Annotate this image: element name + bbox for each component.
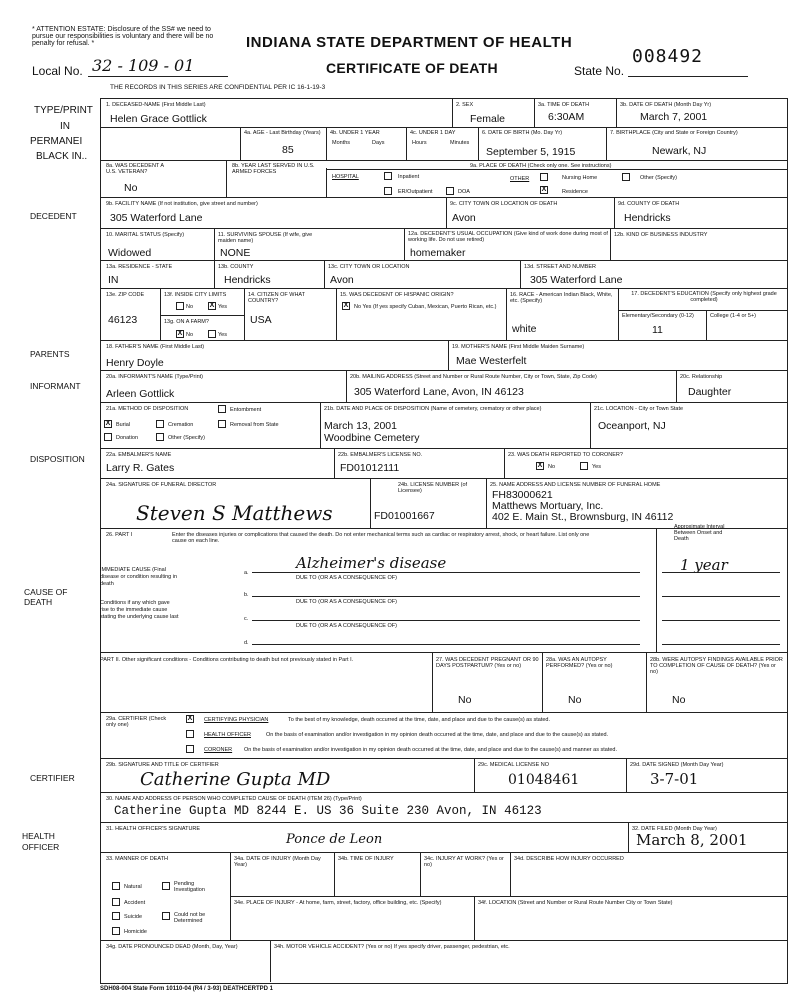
label-relationship: 20c. Relationship <box>680 374 723 380</box>
label-date-of-injury: 34a. DATE OF INJURY (Month Day Year) <box>234 856 321 868</box>
label-coroner-yes: Yes <box>592 464 601 470</box>
date-filed: March 8, 2001 <box>636 831 748 849</box>
label-coroner-no: No <box>548 464 556 470</box>
side-certifier: CERTIFIER <box>30 773 75 783</box>
interval-a: 1 year <box>680 556 728 574</box>
city-of-death: Avon <box>452 212 476 224</box>
confidential-note: THE RECORDS IN THIS SERIES ARE CONFIDENTIAL PER IC 16-1-19-3 <box>110 84 326 91</box>
label-residence-city: 13c. CITY TOWN OR LOCATION <box>328 264 410 270</box>
label-part-1-instructions: Enter the diseases injuries or complications that caused the death. Do not enter mechanical terms such as cardiac or respiratory arrest, shock, or heart failure. List only one cause on each line. <box>172 532 590 544</box>
veteran: No <box>124 182 138 194</box>
label-time-of-death: 3a. TIME OF DEATH <box>538 102 590 108</box>
label-mother: 19. MOTHER'S NAME (First Middle Maiden Surname) <box>452 344 585 350</box>
checkbox-coroner-yes[interactable] <box>580 462 588 470</box>
facility-name: 305 Waterford Lane <box>110 212 203 224</box>
side-officer: OFFICER <box>22 842 60 852</box>
label-elementary: Elementary/Secondary (0-12) <box>622 313 694 319</box>
label-under-1-year: 4b. UNDER 1 YEAR <box>330 130 380 136</box>
label-coroner: CORONER <box>204 747 233 753</box>
label-natural: Natural <box>124 884 142 890</box>
label-city-yes: Yes <box>218 304 227 310</box>
label-autopsy: 28a. WAS AN AUTOPSY PERFORMED? (Yes or no) <box>546 657 613 669</box>
citizen: USA <box>250 314 272 326</box>
label-part-2: PART II. Other significant conditions - Conditions contributing to death but not previously stated in Part I. <box>100 657 354 663</box>
label-county-of-death: 9d. COUNTY OF DEATH <box>618 201 680 207</box>
label-line-c: c. <box>244 616 249 622</box>
label-informant: 20a. INFORMANT'S NAME (Type/Print) <box>106 374 204 380</box>
label-immediate-cause: IMMEDIATE CAUSE (Final disease or condition resulting in death <box>100 567 178 587</box>
checkbox-farm-no[interactable]: X <box>177 330 183 337</box>
label-removal: Removal from State <box>230 422 279 428</box>
label-completer: 30. NAME AND ADDRESS OF PERSON WHO COMPLETED CAUSE OF DEATH (ITEM 26) (Type/Print) <box>106 796 362 802</box>
label-embalmer-license: 22b. EMBALMER'S LICENSE NO. <box>338 452 423 458</box>
label-hours: Hours <box>412 140 427 146</box>
zip: 46123 <box>108 314 138 326</box>
label-medical-license: 29c. MEDICAL LICENSE NO <box>478 762 550 768</box>
label-certifier: 29a. CERTIFIER (Check only one) <box>106 716 167 728</box>
side-cause-of: CAUSE OF <box>24 587 68 597</box>
health-officer-signature: Ponce de Leon <box>286 832 383 847</box>
label-donation: Donation <box>116 435 139 441</box>
label-entombment: Entombment <box>230 407 262 413</box>
education: 11 <box>652 324 663 336</box>
relationship: Daughter <box>688 386 732 398</box>
label-city-of-death: 9c. CITY TOWN OR LOCATION OF DEATH <box>450 201 558 207</box>
medical-license: 01048461 <box>508 772 580 788</box>
side-informant: INFORMANT <box>30 381 81 391</box>
label-burial: Burial <box>116 422 131 428</box>
checkbox-health-officer[interactable] <box>186 730 194 738</box>
date-signed: 3-7-01 <box>650 770 699 788</box>
label-mailing-address: 20b. MAILING ADDRESS (Street and Number or Rural Route Number, City or Town, State, Zip Code) <box>350 374 597 380</box>
birthplace: Newark, NJ <box>652 145 707 157</box>
checkbox-cremation[interactable] <box>156 420 164 428</box>
checkbox-accident[interactable] <box>112 898 120 906</box>
date-of-death: March 7, 2001 <box>640 111 708 123</box>
checkbox-donation[interactable] <box>104 433 112 441</box>
state-no-label: State No. <box>574 64 625 78</box>
mailing-address: 305 Waterford Lane, Avon, IN 46123 <box>354 386 524 398</box>
label-marital-status: 10. MARITAL STATUS (Specify) <box>106 232 185 238</box>
label-disposition-location: 21c. LOCATION - City or Town State <box>594 406 684 412</box>
department-title: INDIANA STATE DEPARTMENT OF HEALTH <box>246 34 573 51</box>
mother-name: Mae Westerfelt <box>456 355 527 367</box>
label-place-of-injury: 34e. PLACE OF INJURY - At home, farm, street, factory, office building, etc. (Specify) <box>234 900 442 906</box>
date-of-birth: September 5, 1915 <box>486 146 576 158</box>
label-health-officer: HEALTH OFFICER <box>204 732 251 738</box>
label-citizen: 14. CITIZEN OF WHAT COUNTRY? <box>248 292 305 304</box>
checkbox-pending[interactable] <box>162 882 170 890</box>
label-line-b: b. <box>244 592 249 598</box>
completer: Catherine Gupta MD 8244 E. US 36 Suite 230 Avon, IN 46123 <box>114 804 542 818</box>
label-facility-name: 9b. FACILITY NAME (If not institution, give street and number) <box>106 201 258 207</box>
label-date-place-disposition: 21b. DATE AND PLACE OF DISPOSITION (Name of cemetery, crematory or other place) <box>324 406 542 412</box>
label-nursing-home: Nursing Home <box>562 175 598 181</box>
side-health: HEALTH <box>22 831 55 841</box>
label-funeral-home: 25. NAME ADDRESS AND LICENSE NUMBER OF FUNERAL HOME <box>490 482 661 488</box>
label-months: Months <box>332 140 351 146</box>
label-embalmer: 22a. EMBALMER'S NAME <box>106 452 172 458</box>
funeral-home-address: 402 E. Main St., Brownsburg, IN 46112 <box>492 511 674 523</box>
residence-city: Avon <box>330 274 354 286</box>
checkbox-entombment[interactable] <box>218 405 226 413</box>
checkbox-removal[interactable] <box>218 420 226 428</box>
label-year-served: 8b. YEAR LAST SERVED IN U.S. ARMED FORCES <box>232 163 315 175</box>
race: white <box>512 323 537 335</box>
label-residence-county: 13b. COUNTY <box>218 264 254 270</box>
checkbox-homicide[interactable] <box>112 927 120 935</box>
side-disposition: DISPOSITION <box>30 454 85 464</box>
label-residence-state: 13a. RESIDENCE - STATE <box>106 264 173 270</box>
checkbox-er-outpatient[interactable] <box>384 187 392 195</box>
side-black-ink: BLACK IN.. <box>36 151 88 162</box>
disposition-date: March 13, 2001 <box>324 420 397 432</box>
checkbox-other-specify[interactable] <box>622 173 630 181</box>
checkbox-farm-yes[interactable] <box>208 330 216 338</box>
label-business: 12b. KIND OF BUSINESS INDUSTRY <box>614 232 708 238</box>
label-age: 4a. AGE - Last Birthday (Years) <box>244 130 321 136</box>
label-homicide: Homicide <box>124 929 147 935</box>
checkbox-suicide[interactable] <box>112 912 120 920</box>
checkbox-natural[interactable] <box>112 882 120 890</box>
label-education: 17. DECEDENT'S EDUCATION (Specify only highest grade completed) <box>631 291 777 303</box>
text-coroner: On the basis of examination and/or investigation in my opinion death occurred at the time, date, and place and due to the cause(s) and manner as stated. <box>244 747 618 753</box>
deceased-name: Helen Grace Gottlick <box>110 113 207 125</box>
label-pregnant: 27. WAS DECEDENT PREGNANT OR 90 DAYS POSTPARTUM? (Yes or no) <box>436 657 539 669</box>
label-date-pronounced: 34g. DATE PRONOUNCED DEAD (Month, Day, Year) <box>106 944 238 950</box>
label-injury-at-work: 34c. INJURY AT WORK? (Yes or no) <box>424 856 504 868</box>
checkbox-certifying-physician[interactable]: X <box>187 715 193 722</box>
residence-county: Hendricks <box>224 274 271 286</box>
time-of-death: 6:30AM <box>548 111 585 123</box>
checkbox-coroner[interactable] <box>186 745 194 753</box>
label-hospital: HOSPITAL <box>332 174 359 180</box>
label-place-of-death: 9a. PLACE OF DEATH (Check only one. See instructions) <box>470 163 612 169</box>
label-conditions: Conditions if any which gave rise to the immediate cause stating the underlying cause last <box>100 600 179 620</box>
side-parents: PARENTS <box>30 349 70 359</box>
label-on-farm: 13g. ON A FARM? <box>164 319 209 325</box>
checkbox-city-no[interactable] <box>176 302 184 310</box>
checkbox-could-not-determine[interactable] <box>162 912 170 920</box>
label-er-outpatient: ER/Outpatient <box>398 189 433 195</box>
certificate-title: CERTIFICATE OF DEATH <box>326 60 498 76</box>
label-residence: Residence <box>562 189 588 195</box>
label-method-disposition: 21a. METHOD OF DISPOSITION <box>106 406 189 412</box>
informant-name: Arleen Gottlick <box>106 388 175 400</box>
label-city-no: No <box>186 304 194 310</box>
checkbox-inpatient[interactable] <box>384 172 392 180</box>
label-hispanic: 15. WAS DECEDENT OF HISPANIC ORIGIN? <box>340 292 454 298</box>
label-other-disposition: Other (Specify) <box>168 435 205 441</box>
label-time-of-injury: 34b. TIME OF INJURY <box>338 856 394 862</box>
funeral-home-license: FH83000621 <box>492 489 553 501</box>
label-accident: Accident <box>124 900 146 906</box>
label-fd-license: 24b. LICENSE NUMBER (of Licensee) <box>398 482 468 494</box>
text-health-officer: On the basis of examination and/or investigation in my opinion death occurred at the time, date, and place and due to the cause(s) as stated. <box>266 732 609 738</box>
checkbox-other-disposition[interactable] <box>156 433 164 441</box>
autopsy-findings: No <box>672 694 686 706</box>
sex: Female <box>470 113 506 125</box>
label-inside-city: 13f. INSIDE CITY LIMITS <box>164 292 227 298</box>
label-health-officer-signature: 31. HEALTH OFFICER'S SIGNATURE <box>106 826 201 832</box>
occupation: homemaker <box>410 247 466 259</box>
local-no: 32 - 109 - 01 <box>92 56 195 75</box>
embalmer-name: Larry R. Gates <box>106 462 175 474</box>
label-cremation: Cremation <box>168 422 194 428</box>
street: 305 Waterford Lane <box>530 274 623 286</box>
label-hispanic-options: No Yes (If yes specify Cuban, Mexican, Puerto Rican, etc.) <box>354 304 497 310</box>
checkbox-burial[interactable]: X <box>105 420 111 427</box>
local-no-label: Local No. <box>32 64 83 78</box>
label-doa: DOA <box>458 189 470 195</box>
label-pending: Pending Investigation <box>174 881 205 893</box>
checkbox-doa[interactable] <box>446 187 454 195</box>
label-fd-signature: 24a. SIGNATURE OF FUNERAL DIRECTOR <box>106 482 217 488</box>
label-could-not-determine: Could not be Determined <box>174 912 206 924</box>
label-describe-injury: 34d. DESCRIBE HOW INJURY OCCURRED <box>514 856 624 862</box>
label-certifying-physician: CERTIFYING PHYSICIAN <box>204 717 269 723</box>
embalmer-license: FD01012111 <box>340 462 400 474</box>
label-part-1: 26. PART I <box>106 532 133 538</box>
label-certifier-signature: 29b. SIGNATURE AND TITLE OF CERTIFIER <box>106 762 219 768</box>
label-date-signed: 29d. DATE SIGNED (Month Day Year) <box>630 762 724 768</box>
label-motor-vehicle: 34h. MOTOR VEHICLE ACCIDENT? (Yes or no) If yes specify driver, passenger, pedestrian, etc. <box>274 944 510 950</box>
marital-status: Widowed <box>108 247 152 259</box>
surviving-spouse: NONE <box>220 247 251 259</box>
label-zip: 13e. ZIP CODE <box>106 292 145 298</box>
fd-signature: Steven S Matthews <box>136 501 333 525</box>
checkbox-hispanic-no[interactable]: X <box>343 302 349 309</box>
label-college: College (1-4 or 5+) <box>710 313 757 319</box>
label-farm-yes: Yes <box>218 332 227 338</box>
side-type-print: TYPE/PRINT <box>34 105 93 116</box>
label-deceased-name: 1. DECEASED-NAME (First Middle Last) <box>106 102 206 108</box>
label-sex: 2. SEX <box>456 102 474 108</box>
label-due-to-a: DUE TO (OR AS A CONSEQUENCE OF) <box>296 575 397 581</box>
father-name: Henry Doyle <box>106 357 164 369</box>
disposition-location: Oceanport, NJ <box>598 420 666 432</box>
label-surviving-spouse: 11. SURVIVING SPOUSE (If wife, give maiden name) <box>218 232 313 244</box>
disposition-place: Woodbine Cemetery <box>324 432 420 444</box>
pregnant: No <box>458 694 472 706</box>
side-decedent: DECEDENT <box>30 211 77 221</box>
label-inpatient: Inpatient <box>398 174 420 180</box>
checkbox-residence[interactable]: X <box>541 186 547 193</box>
county-of-death: Hendricks <box>624 212 671 224</box>
label-date-of-birth: 6. DATE OF BIRTH (Mo. Day Yr) <box>482 130 563 136</box>
label-under-1-day: 4c. UNDER 1 DAY <box>410 130 456 136</box>
label-autopsy-findings: 28b. WERE AUTOPSY FINDINGS AVAILABLE PRIOR TO COMPLETION OF CAUSE OF DEATH? (Yes or no) <box>650 657 783 675</box>
label-occupation: 12a. DECEDENT'S USUAL OCCUPATION (Give kind of work done during most of working life. Do not use retired) <box>408 231 608 243</box>
label-due-to-b: DUE TO (OR AS A CONSEQUENCE OF) <box>296 599 397 605</box>
label-other-specify: Other (Specify) <box>640 175 677 181</box>
label-birthplace: 7. BIRTHPLACE (City and State or Foreign Country) <box>610 130 738 136</box>
age: 85 <box>282 144 294 156</box>
autopsy: No <box>568 694 582 706</box>
label-farm-no: No <box>186 332 194 338</box>
funeral-home-name: Matthews Mortuary, Inc. <box>492 500 604 512</box>
residence-state: IN <box>108 274 119 286</box>
checkbox-nursing-home[interactable] <box>540 173 548 181</box>
label-race: 16. RACE - American Indian Black, White, etc. (Specify) <box>510 292 613 304</box>
label-coroner-reported: 23. WAS DEATH REPORTED TO CORONER? <box>508 452 623 458</box>
cause-a: Alzheimer's disease <box>296 554 447 572</box>
attention-note: * ATTENTION ESTATE: Disclosure of the SS# we need to pursue our responsibilities is voluntary and there will be no penalty for refusal. * <box>32 26 214 47</box>
label-injury-location: 34f. LOCATION (Street and Number or Rural Route Number City or Town State) <box>478 900 673 906</box>
label-line-a: a. <box>244 570 249 576</box>
side-permanent: PERMANEI <box>30 136 83 147</box>
checkbox-coroner-no[interactable]: X <box>537 462 543 469</box>
label-date-of-death: 3b. DATE OF DEATH (Month Day Yr) <box>620 102 712 108</box>
text-certifying-physician: To the best of my knowledge, death occurred at the time, date, and place and due to the cause(s) as stated. <box>288 717 551 723</box>
label-line-d: d. <box>244 640 249 646</box>
label-manner: 33. MANNER OF DEATH <box>106 856 168 862</box>
state-no: 008492 <box>632 46 704 67</box>
certifier-signature: Catherine Gupta MD <box>140 769 331 790</box>
label-minutes: Minutes <box>450 140 470 146</box>
label-suicide: Suicide <box>124 914 143 920</box>
label-father: 18. FATHER'S NAME (First Middle Last) <box>106 344 205 350</box>
checkbox-city-yes[interactable]: X <box>209 302 215 309</box>
label-date-filed: 32. DATE FILED (Month Day Year) <box>632 826 717 832</box>
label-days: Days <box>372 140 385 146</box>
label-veteran: 8a. WAS DECEDENT A U.S. VETERAN? <box>106 163 164 175</box>
label-due-to-c: DUE TO (OR AS A CONSEQUENCE OF) <box>296 623 397 629</box>
form-footer: SDH08-004 State Form 10110-04 (R4 / 3-93) DEATHCERTPD 1 <box>100 986 273 992</box>
fd-license: FD01001667 <box>374 510 435 522</box>
label-street: 13d. STREET AND NUMBER <box>524 264 597 270</box>
label-approx-interval: Approximate Interval Between Onset and Death <box>674 524 725 542</box>
side-in: IN <box>60 121 70 132</box>
side-death: DEATH <box>24 597 53 607</box>
label-other: OTHER <box>510 176 530 182</box>
